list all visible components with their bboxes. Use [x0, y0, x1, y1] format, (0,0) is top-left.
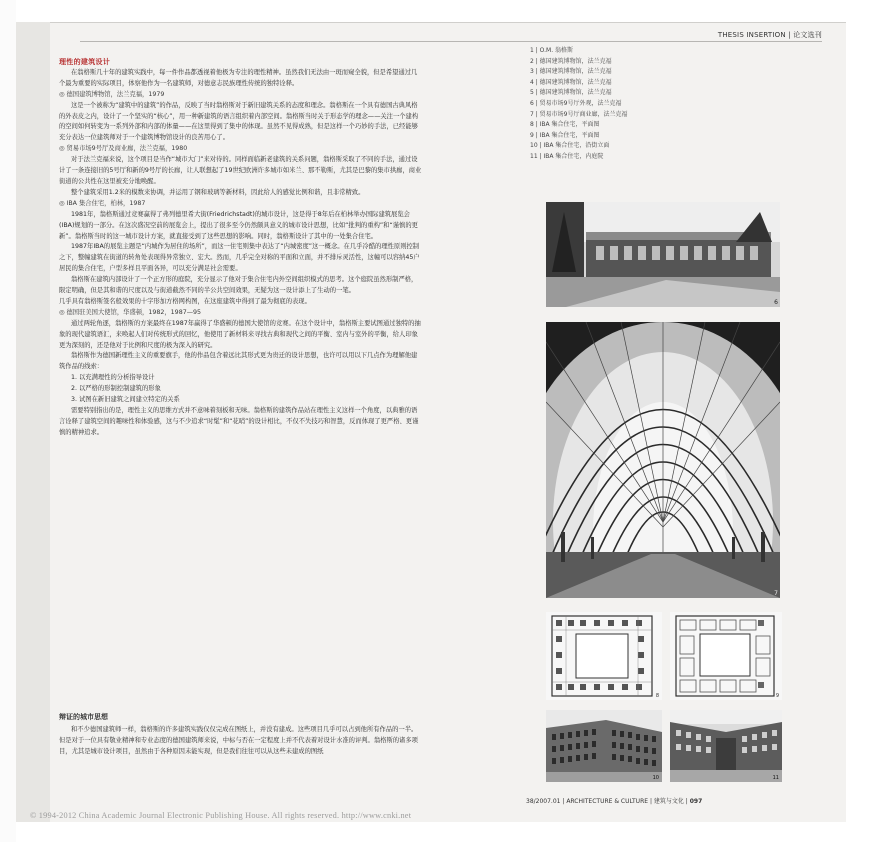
caption: 5 | 德国建筑博物馆，法兰克福 — [530, 89, 612, 97]
copyright-notice: © 1994-2012 China Academic Journal Electronic Publishing House. All rights reserved. http://www.cnki.net — [30, 811, 412, 820]
closing-paragraph: 需要特别指出的是，理性主义的思维方式并不意味着刻板和无味。翁格斯的建筑作品站在理性主义这样一个角度，以典雅的语言诠释了建筑空间的趣味性和体验感，这与不少追求“时髦”和“花哨”的设计相比，不仅不失技巧和智慧，反而体现了更严格、更谨慎的精神追求。 — [59, 407, 419, 436]
figure-iba-plan-1 — [546, 612, 662, 700]
page-top-edge — [50, 22, 846, 23]
section2-title: 辩证的城市思想 — [59, 713, 108, 721]
project-heading-museum: ◎ 德国建筑博物馆，法兰克福，1979 — [59, 90, 165, 98]
header-rule — [80, 41, 822, 42]
caption: 11 | IBA 集合住宅，内庭院 — [530, 152, 604, 160]
page-number: 097 — [689, 798, 703, 805]
caption: 1 | O.M. 翁格斯 — [530, 47, 574, 54]
caption: 7 | 贸易市场9号厅商业廊，法兰克福 — [530, 110, 628, 118]
point-item: 2. 以严格的形制控制建筑的形象 — [71, 385, 161, 393]
caption: 2 | 德国建筑博物馆，法兰克福 — [530, 57, 612, 65]
iba-paragraph-4: 几乎具有翁格斯签名般效果的十字形加方格网构图，在这座建筑中得到了最为彻底的表现。 — [59, 297, 311, 305]
caption: 8 | IBA 集合住宅，平面图 — [530, 121, 600, 129]
page-footer: 38/2007.01 | ARCHITECTURE & CULTURE | 建筑与文化 | 097 — [526, 798, 703, 805]
figure-iba-courtyard — [670, 710, 782, 782]
figure-iba-facade — [546, 710, 662, 782]
section2-paragraph: 和不少德国建筑师一样，翁格斯的许多建筑实践仅仅完成在图纸上，并没有建成。这些项目几乎可以占到他所有作品的一半。但是对于一位具有敬业精神和专业态度的德国建筑师来说，中标与否在一定程度上并不代表着对设计水准的评判。翁格斯的诸多项目，尤其是城市设计项目，虽然由于各种原因未能实现，但是我们往往可以从这些未建成的图纸 — [59, 725, 418, 755]
figure-hall9-exterior — [546, 202, 780, 307]
museum-paragraph: 这是一个被称为“建筑中的建筑”的作品，反映了当时翁格斯对于新旧建筑关系的态度和理念。翁格斯在一个具有德国古典风格的外表皮之内，设计了一个坚实的“核心”，用一种新建筑的语言组织着内部空间。翁格斯当时关于形态学的理念——关注一个建构的空间如何转变为一系列外部和内部的体量——在这里得到了集中的体现。虽然不见得成熟，但是这样一个巧妙的手法，已经能够充分表达一位建筑师对于一个建筑博物馆设计的良苦用心了。 — [59, 101, 419, 142]
figure-number: 11 — [772, 775, 779, 781]
iba-paragraph-2: 1987年IBA的展览主题是“内城作为居住的场所”，而这一住宅则集中表达了“内城密度”这一概念。在几乎冷酷的理性原则控制之下，整幢建筑在街道的转角处表现得异常独立、宏大。然而，几乎完全对称的平面和立面，并不排斥灵活性，这幢可以容纳45户居民的集合住宅，户型多样且平面各异，可以充分满足社会需要。 — [59, 243, 420, 273]
project-heading-iba: ◎ IBA 集合住宅，柏林，1987 — [59, 199, 146, 207]
journal-name-cn: 建筑与文化 — [653, 798, 684, 805]
intro-paragraph: 在翁格斯几十年的建筑实践中，每一件作品都透视着他极为专注的理性精神。虽然我们无法由一斑而窥全貌，但是希望通过几个最为重要的实际项目，体察他作为一名建筑师，对德意志民族理性传统的独特诠释。 — [59, 68, 418, 87]
figure-hall9-arcade — [546, 322, 780, 598]
page-spine-shadow — [16, 22, 50, 822]
issue-number: 38/2007.01 — [526, 798, 561, 805]
figure-iba-plan-2 — [670, 612, 782, 700]
journal-name: ARCHITECTURE & CULTURE — [566, 798, 649, 805]
iba-paragraph-3: 翁格斯在建筑内部设计了一个正方形的庭院，充分显示了他对于集合住宅内外空间组织模式的思考。这个庭院虽然形制严格，限定明确，但是其和谐的尺度以及与街道截然不同的半公共空间效果，无疑为这一设计添上了生动的一笔。 — [59, 276, 418, 295]
caption: 4 | 德国建筑博物馆，法兰克福 — [530, 78, 612, 86]
article-body — [59, 57, 423, 439]
hall9-paragraph-2: 整个建筑采用1.2米的模数来协调，并运用了钢和玻璃等新材料，因此给人的感觉比例和谐，且非常精致。 — [71, 188, 365, 196]
caption: 9 | IBA 集合住宅，平面图 — [530, 131, 600, 139]
hall9-paragraph: 对于法兰克福来说，这个项目是当作“城市大门”来对待的。同样面临新老建筑的关系问题，翁格斯采取了不同的手法，通过设计了一条连接旧的5号厅和新的9号厅的长廊，让人联想起了19世纪欧洲许多城市如米兰、那不勒斯，尤其是巴黎的集市拱廊，商业街道的公共性在这里被充分地唤醒。 — [59, 156, 422, 185]
figure-captions — [530, 46, 627, 163]
running-header: THESIS INSERTION | 论文选刊 — [717, 31, 822, 39]
project-heading-hall9: ◎ 贸易市场9号厅及商业廊，法兰克福，1980 — [59, 145, 188, 153]
figure-number: 6 — [774, 299, 778, 306]
figure-number: 7 — [774, 590, 778, 597]
iba-paragraph: 1981年，翁格斯通过竞赛赢得了弗列德里希大街(Friedrichstadt)的城市设计，这是得于8年后在柏林举办国际建筑展览会(IBA)规划的一部分。在这次盛况空前的展览会上，提出了很多至今仍然颇具意义的城市设计思想，比如“批判的重构”和“谨慎的更新”。翁格斯当时的这一城市设计方案，就直接受到了这些思想的影响。同时，翁格斯设计了其中的一处集合住宅。 — [59, 210, 418, 240]
section-title: 理性的建筑设计 — [59, 58, 111, 66]
caption: 6 | 贸易市场9号厅外观，法兰克福 — [530, 99, 622, 107]
section-2 — [59, 712, 423, 758]
figure-number: 9 — [775, 693, 779, 699]
arcade-illustration — [546, 322, 780, 598]
point-item: 1. 以充满理性的分析指导设计 — [71, 374, 155, 382]
embassy-paragraph: 通过两轮角逐，翁格斯的方案最终在1987年赢得了华盛顿的德国大使馆的竞赛。在这个设计中，翁格斯主要试图通过独特的抽象的现代建筑语汇，来唤起人们对传统形式的回忆，他使用了新材料来寻找古典和现代之间的平衡、室内与室外的平衡，给人印象更为深刻的，还是他对于比例和尺度的极为深入的研究。 — [59, 319, 421, 349]
project-heading-embassy: ◎ 德国驻美国大使馆，华盛顿，1982，1987—95 — [59, 308, 202, 316]
point-item: 3. 试图在新旧建筑之间建立特定的关系 — [71, 396, 180, 404]
caption: 10 | IBA 集合住宅，沿街立面 — [530, 142, 610, 150]
summary-paragraph: 翁格斯作为德国新理性主义的重要旗手，他的作品包含着远比其形式更为贵迁的设计思想，也许可以用以下几点作为理解他建筑作品的线索： — [59, 352, 418, 371]
caption: 3 | 德国建筑博物馆，法兰克福 — [530, 68, 612, 76]
figure-number: 10 — [652, 775, 659, 781]
left-gutter — [0, 0, 16, 842]
figure-number: 8 — [655, 693, 659, 699]
